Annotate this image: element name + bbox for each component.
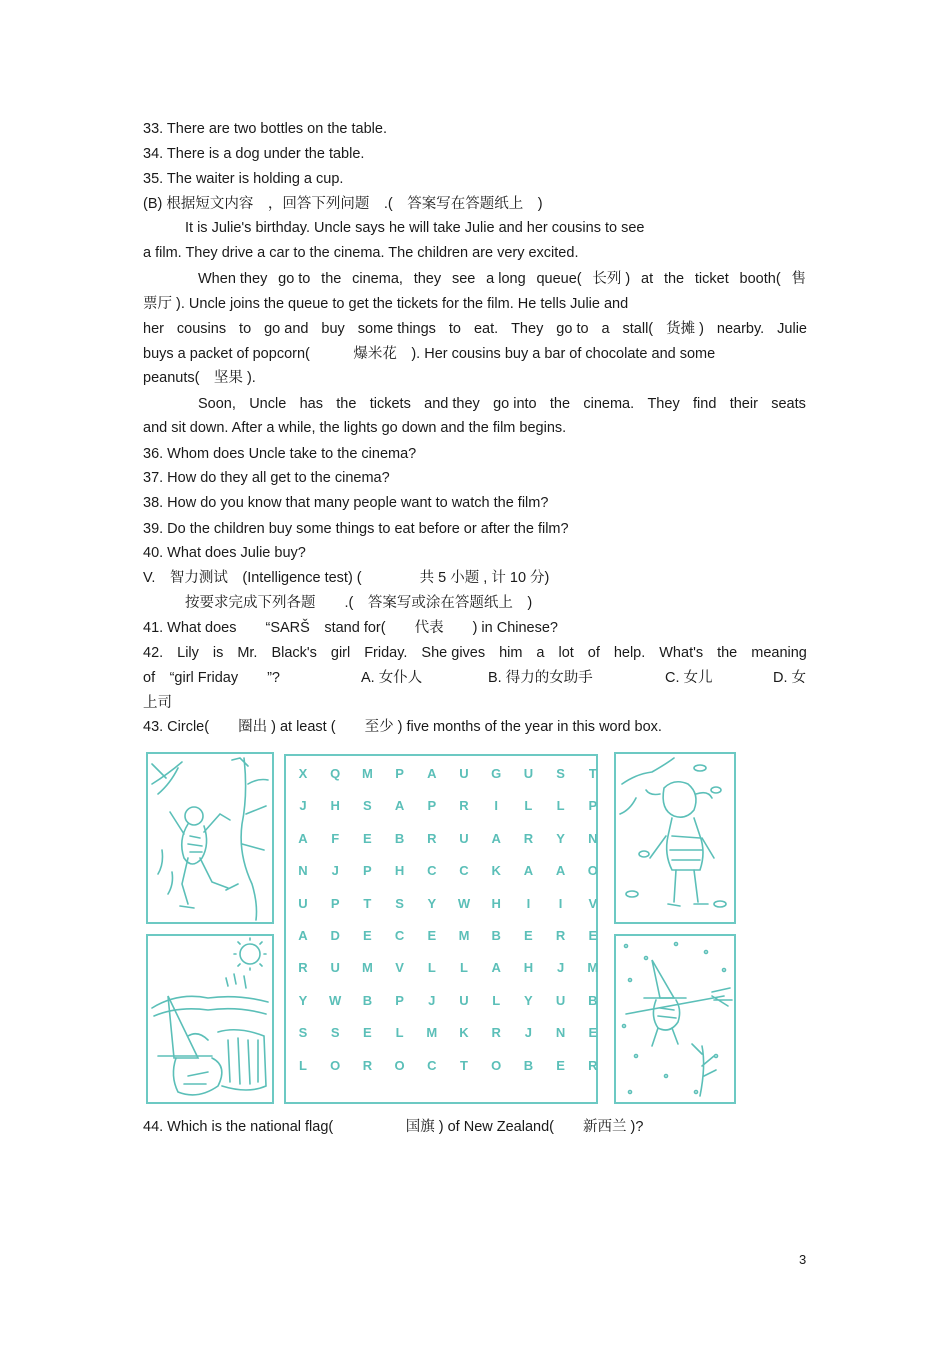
line-word: Black's [271, 645, 317, 661]
line-word: and they [424, 396, 480, 412]
word-box-letter[interactable]: A [555, 863, 566, 879]
question-34: 34. There is a dog under the table. [143, 146, 365, 162]
question-36: 36. Whom does Uncle take to the cinema? [143, 446, 417, 462]
word-box-letter[interactable]: J [524, 1025, 532, 1041]
line-word: What's [659, 645, 704, 661]
word-box-letter[interactable]: A [394, 798, 405, 814]
option-c: C. 女儿 [665, 670, 713, 686]
word-box-letter[interactable]: Y [427, 895, 437, 911]
word-box-letter[interactable]: B [588, 992, 598, 1008]
word-box-letter[interactable]: M [587, 960, 599, 976]
question-42-tail: of “girl Friday ”? [143, 670, 280, 686]
word-box-letter[interactable]: S [395, 895, 404, 911]
passage-justified-line [143, 320, 807, 338]
word-box-letter[interactable]: S [363, 798, 372, 814]
word-box-letter[interactable]: R [298, 960, 308, 976]
line-word: find [693, 396, 717, 412]
word-box-letter[interactable]: M [361, 766, 373, 781]
word-box-letter[interactable]: Q [330, 766, 341, 781]
word-box-letter[interactable]: H [491, 895, 501, 911]
word-box-letter[interactable]: E [427, 928, 437, 943]
word-box-letter[interactable]: C [394, 928, 405, 943]
passage-line: a film. They drive a car to the cinema. The children are very excited. [143, 245, 579, 261]
page-number: 3 [799, 1252, 807, 1267]
line-word: some things [357, 321, 436, 337]
line-word: ticket [694, 271, 729, 287]
line-word: the [549, 396, 571, 412]
word-box-letter[interactable]: L [524, 798, 533, 814]
word-box-letter[interactable]: A [298, 928, 308, 943]
word-box-letter[interactable]: E [363, 928, 372, 943]
line-word: eat. [473, 321, 499, 337]
word-box-letter[interactable]: U [459, 766, 469, 781]
word-box-letter[interactable]: C [427, 1057, 437, 1073]
word-box-letter[interactable]: E [588, 928, 598, 943]
word-box-letter[interactable]: P [363, 863, 372, 879]
line-word: 长列 ) [592, 271, 631, 287]
leaves-girl-illustration-icon [616, 754, 734, 922]
word-box-letter[interactable]: W [329, 992, 342, 1008]
word-box-letter[interactable]: L [492, 992, 501, 1008]
line-word: help. [613, 645, 646, 661]
word-box-letter[interactable]: C [427, 863, 437, 879]
word-box-letter[interactable]: N [588, 830, 598, 846]
line-word: When they [198, 271, 268, 287]
line-word: see [451, 271, 476, 287]
word-box-letter[interactable]: L [427, 960, 436, 976]
passage-line: and sit down. After a while, the lights go down and the film begins. [143, 420, 567, 436]
option-d: D. 女 [773, 670, 807, 686]
word-box-letter[interactable]: Y [556, 830, 565, 846]
word-box-letter[interactable]: M [458, 928, 470, 943]
word-box-letter[interactable]: M [426, 1025, 438, 1041]
question-42-line [143, 644, 807, 662]
word-box-letter[interactable]: S [556, 766, 565, 781]
word-box-letter[interactable]: N [555, 1025, 566, 1041]
line-word: 货摊 ) [666, 321, 704, 337]
line-word: go to [278, 271, 311, 287]
line-word: 42. [143, 645, 164, 661]
word-box-letter[interactable]: B [491, 928, 501, 943]
line-word: booth( [739, 271, 781, 287]
word-box-letter[interactable]: O [491, 1057, 502, 1073]
word-box-letter[interactable]: C [459, 863, 469, 879]
line-word: the [663, 271, 685, 287]
word-box-letter[interactable]: E [556, 1057, 565, 1073]
word-box-letter[interactable]: A [491, 830, 501, 846]
word-box-letter[interactable]: E [363, 1025, 372, 1041]
line-word: their [729, 396, 758, 412]
line-word: a long [486, 271, 526, 287]
winter-snow-witch-picture [614, 934, 736, 1104]
word-box-letter[interactable]: R [427, 830, 437, 846]
question-41: 41. What does “SARŠ stand for( 代表 ) in Chinese? [143, 620, 558, 636]
word-box-letter[interactable]: J [556, 960, 565, 976]
word-box-letter[interactable]: P [395, 992, 404, 1008]
line-word: at [641, 271, 654, 287]
line-word: stall( [622, 321, 654, 337]
word-box-letter[interactable]: S [298, 1025, 308, 1041]
line-word: 售 [791, 271, 806, 287]
question-43: 43. Circle( 圈出 ) at least ( 至少 ) five months of the year in this word box. [143, 719, 662, 735]
section-b-heading: (B) 根据短文内容 ，回答下列问题 .( 答案写在答题纸上 ) [143, 196, 543, 212]
option-d-continued: 上司 [143, 695, 172, 711]
word-box-letter[interactable]: J [331, 863, 339, 879]
word-box-letter[interactable]: V [588, 895, 598, 911]
word-box-letter[interactable]: S [330, 1025, 340, 1041]
word-box-letter[interactable]: U [555, 992, 566, 1008]
passage-line: buys a packet of popcorn( 爆米花 ). Her cousins buy a bar of chocolate and some [143, 346, 716, 362]
line-word: her [143, 321, 164, 337]
word-box-letter[interactable]: U [330, 960, 340, 976]
word-box-letter[interactable]: U [459, 992, 469, 1008]
line-word: the [321, 271, 342, 287]
word-box-letter[interactable]: P [330, 895, 340, 911]
word-box-letter[interactable]: F [331, 830, 340, 846]
line-word: has [299, 396, 323, 412]
word-box-letter[interactable]: T [363, 895, 372, 911]
word-box-letter[interactable]: P [395, 766, 404, 781]
word-box-letter[interactable]: E [524, 928, 533, 943]
question-35: 35. The waiter is holding a cup. [143, 171, 344, 187]
line-word: They [647, 396, 680, 412]
word-box-letter[interactable]: D [330, 928, 340, 943]
word-box-letter[interactable]: Y [298, 992, 308, 1008]
word-box-letter[interactable]: R [588, 1057, 598, 1073]
word-box-letter[interactable]: I [494, 798, 498, 814]
word-box-letter[interactable]: I [526, 895, 531, 911]
word-box-letter[interactable]: O [587, 863, 598, 879]
word-box-letter[interactable]: E [363, 830, 372, 846]
word-box-letter[interactable]: B [523, 1057, 534, 1073]
line-word: a [601, 321, 610, 337]
line-word: go and [264, 321, 309, 337]
word-box-letter[interactable]: P [427, 798, 437, 814]
option-a: A. 女仆人 [361, 670, 423, 686]
option-b: B. 得力的女助手 [488, 670, 593, 686]
line-word: the [717, 645, 738, 661]
line-word: They [511, 321, 544, 337]
word-box-letter[interactable]: H [523, 960, 534, 976]
line-word: go into [493, 396, 537, 412]
question-33: 33. There are two bottles on the table. [143, 121, 387, 137]
word-box-letter[interactable]: L [395, 1025, 404, 1041]
line-word: go to [556, 321, 589, 337]
line-word: cinema, [352, 271, 403, 287]
line-word: to [239, 321, 252, 337]
passage-line: It is Julie's birthday. Uncle says he will take Julie and her cousins to see [185, 220, 645, 236]
line-word: buy [321, 321, 345, 337]
line-word: nearby. [716, 321, 765, 337]
line-word: Uncle [249, 396, 287, 412]
word-box-letter[interactable]: G [491, 766, 502, 781]
line-word: cousins [176, 321, 227, 337]
line-word: meaning [751, 645, 807, 661]
passage-line: 票厅 ). Uncle joins the queue to get the tickets for the film. He tells Julie and [143, 296, 629, 312]
line-word: a [536, 645, 545, 661]
word-box-letter[interactable]: T [588, 766, 597, 781]
word-box-letter[interactable]: L [299, 1057, 307, 1073]
line-word: Soon, [198, 396, 236, 412]
word-box-letter[interactable]: T [460, 1057, 468, 1073]
word-box-letter[interactable]: U [523, 766, 534, 781]
word-box-letter[interactable]: H [330, 798, 340, 814]
word-box-letter[interactable]: R [523, 830, 534, 846]
section-v-instructions: 按要求完成下列各题 .( 答案写或涂在答题纸上 ) [185, 595, 533, 611]
word-box-letter[interactable]: A [491, 960, 501, 976]
question-42-options-line [143, 669, 807, 687]
word-box-letter[interactable]: M [361, 960, 373, 976]
word-box-letter[interactable]: R [362, 1057, 373, 1073]
line-word: tickets [369, 396, 411, 412]
word-box-letter[interactable]: J [428, 992, 436, 1008]
word-box-letter[interactable]: R [491, 1025, 501, 1041]
passage-justified-line [198, 395, 806, 413]
question-38: 38. How do you know that many people want to watch the film? [143, 495, 549, 511]
word-box-letter[interactable]: Y [524, 992, 533, 1008]
passage-justified-line [198, 270, 806, 288]
section-v-heading: V. 智力测试 (Intelligence test) ( 共 5 小题 , 计 10 分) [143, 570, 550, 586]
line-word: Friday. [364, 645, 408, 661]
line-word: She gives [421, 645, 486, 661]
word-box-letter[interactable]: I [558, 895, 563, 911]
word-box-letter[interactable]: W [457, 895, 471, 911]
word-box-letter[interactable]: U [459, 830, 469, 846]
summer-sun-witch-picture [146, 934, 274, 1104]
word-box-grid [284, 754, 598, 1104]
line-word: cinema. [583, 396, 635, 412]
line-word: to [448, 321, 461, 337]
word-box-letter[interactable]: P [588, 798, 598, 814]
word-box-letter[interactable]: L [556, 798, 565, 814]
autumn-leaves-girl-picture [614, 752, 736, 924]
word-box-letter[interactable]: A [523, 863, 534, 879]
word-box-letter[interactable]: B [394, 830, 405, 846]
climber-illustration-icon [148, 754, 272, 922]
word-box-letter[interactable]: X [298, 766, 308, 781]
word-box-letter[interactable]: K [491, 863, 501, 879]
line-word: Mr. [237, 645, 258, 661]
snow-witch-illustration-icon [616, 936, 734, 1102]
word-box-letter[interactable]: A [298, 830, 308, 846]
line-word: queue( [536, 271, 582, 287]
question-37: 37. How do they all get to the cinema? [143, 470, 390, 486]
line-word: is [212, 645, 224, 661]
sun-witch-illustration-icon [148, 936, 272, 1102]
spring-climber-picture [146, 752, 274, 924]
word-box-letter[interactable]: B [362, 992, 373, 1008]
line-word: lot [558, 645, 574, 661]
line-word: they [413, 271, 442, 287]
line-word: the [336, 396, 357, 412]
word-box-letter[interactable]: K [459, 1025, 469, 1041]
line-word: him [499, 645, 523, 661]
line-word: Julie [777, 321, 807, 337]
passage-line: peanuts( 坚果 ). [143, 370, 256, 386]
word-box-letter[interactable]: R [459, 798, 469, 814]
word-box-letter[interactable]: J [299, 798, 307, 814]
word-box-letter[interactable]: R [555, 928, 566, 943]
line-word: of [587, 645, 600, 661]
word-box-letter[interactable]: H [394, 863, 405, 879]
line-word: girl [330, 645, 351, 661]
word-box-letter[interactable]: O [330, 1057, 341, 1073]
word-box-letter[interactable]: N [298, 863, 308, 879]
question-39: 39. Do the children buy some things to eat before or after the film? [143, 521, 569, 537]
word-box-letter[interactable]: E [588, 1025, 598, 1041]
word-box-letter[interactable]: O [394, 1057, 405, 1073]
question-40: 40. What does Julie buy? [143, 545, 306, 561]
word-box-letter[interactable]: L [460, 960, 468, 976]
question-44: 44. Which is the national flag( 国旗 ) of New Zealand( 新西兰 )? [143, 1119, 644, 1135]
line-word: seats [771, 396, 806, 412]
line-word: Lily [177, 645, 199, 661]
word-box-letter[interactable]: V [395, 960, 404, 976]
word-search-puzzle [146, 752, 736, 1106]
word-box-letter[interactable]: U [298, 895, 308, 911]
word-box-letter[interactable]: A [427, 766, 437, 781]
